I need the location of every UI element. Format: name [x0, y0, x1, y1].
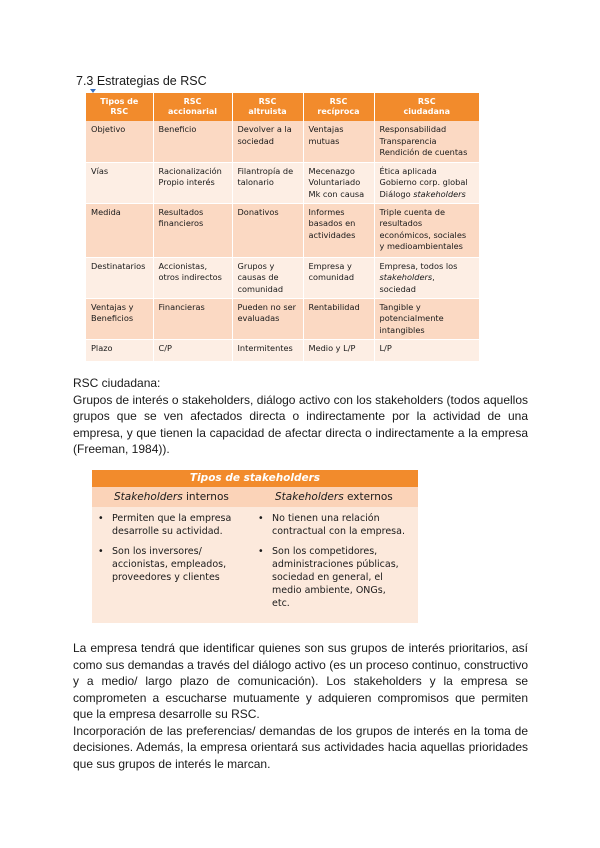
- table-cell: Filantropía de talonario: [232, 162, 303, 203]
- table-cell: Resultados financieros: [153, 203, 232, 257]
- table-row: [86, 203, 479, 257]
- table-cell: Tangible y potencialmente intangibles: [374, 298, 479, 339]
- table-cell: Mecenazgo Voluntariado Mk con causa: [303, 162, 374, 203]
- list-item: • No tienen una relación contractual con la empresa.: [256, 512, 418, 538]
- table-cell: Grupos y causas de comunidad: [232, 257, 303, 298]
- internal-stakeholders-label: Stakeholders internos: [114, 491, 229, 503]
- rsc-strategies-table: [86, 93, 479, 362]
- table-cell-rich: Ética aplicada Gobierno corp. global Diálogo stakeholders: [374, 162, 479, 203]
- table-cell: Objetivo: [86, 121, 153, 162]
- table-cell: Triple cuenta de resultados económicos, sociales y medioambientales: [374, 203, 479, 257]
- stakeholders-types-box: [92, 470, 418, 623]
- stakeholders-subheader: [92, 487, 418, 507]
- stakeholders-italic: stakeholders: [379, 272, 433, 282]
- table-cell: Vías: [86, 162, 153, 203]
- header-cell: RSC ciudadana: [374, 93, 479, 121]
- table-header-row: [86, 93, 479, 121]
- table-cell: Empresa y comunidad: [303, 257, 374, 298]
- table-cell: Devolver a la sociedad: [232, 121, 303, 162]
- internal-stakeholders-list: [96, 512, 256, 591]
- table-cell: Pueden no ser evaluadas: [232, 298, 303, 339]
- header-cell: RSC recíproca: [303, 93, 374, 121]
- table-cell: L/P: [374, 339, 479, 361]
- table-cell: Ventajas y Beneficios: [86, 298, 153, 339]
- header-cell: RSC altruista: [232, 93, 303, 121]
- table-cell: Rentabilidad: [303, 298, 374, 339]
- list-item: • Son los inversores/ accionistas, empleados, proveedores y clientes: [96, 545, 256, 584]
- stakeholders-box-title: Tipos de stakeholders: [92, 470, 418, 487]
- table-row: [86, 162, 479, 203]
- table-row: [86, 339, 479, 361]
- table-row: [86, 298, 479, 339]
- table-cell: Medio y L/P: [303, 339, 374, 361]
- table-cell: Responsabilidad Transparencia Rendición de cuentas: [374, 121, 479, 162]
- header-cell: Tipos de RSC: [86, 93, 153, 121]
- table-cell: Beneficio: [153, 121, 232, 162]
- stakeholders-italic: stakeholders: [413, 188, 466, 199]
- table-cell: Plazo: [86, 339, 153, 361]
- table-cell: Intermitentes: [232, 339, 303, 361]
- empresa-paragraph: La empresa tendrá que identificar quienes son sus grupos de interés prioritarios, así como sus demandas a través del diálogo activo (es un proceso continuo, constructivo y a medio/ largo plazo de comunicación). Los stakeholders y la empresa se comprometen a escucharse mutuamente y adquieren compromisos que permiten que la empresa desarrolle su RSC. Incorporación de las preferencias/ demandas de los grupos de interés en la toma de decisiones. Además, la empresa orientará sus actividades hacia aquellas prioridades que sus grupos de interés le marcan.: [73, 641, 528, 771]
- table-row: [86, 121, 479, 162]
- rsc-ciudadana-paragraph: RSC ciudadana: Grupos de interés o stakeholders, diálogo activo con los stakeholders (todos aquellos grupos que se ven afectados directa o indirectamente por la actividad de una empresa, y que tienen la capacidad de afectar directa o indirectamente a la empresa (Freeman, 1984)).: [73, 376, 528, 456]
- table-cell: C/P: [153, 339, 232, 361]
- table-cell: Accionistas, otros indirectos: [153, 257, 232, 298]
- list-item: • Permiten que la empresa desarrolle su actividad.: [96, 512, 256, 538]
- table-cell: Racionalización Propio interés: [153, 162, 232, 203]
- table-cell: Destinatarios: [86, 257, 153, 298]
- table-cell: Ventajas mutuas: [303, 121, 374, 162]
- external-stakeholders-label: Stakeholders externos: [275, 491, 393, 503]
- table-row: [86, 257, 479, 298]
- table-cell: Medida: [86, 203, 153, 257]
- table-cell: Financieras: [153, 298, 232, 339]
- header-cell: RSC accionarial: [153, 93, 232, 121]
- external-stakeholders-list: [256, 512, 418, 617]
- table-cell: Donativos: [232, 203, 303, 257]
- table-cell-rich: Empresa, todos los stakeholders, sociedad: [374, 257, 479, 298]
- table-cell: Informes basados en actividades: [303, 203, 374, 257]
- section-heading: 7.3 Estrategias de RSC: [76, 74, 207, 88]
- list-item: • Son los competidores, administraciones públicas, sociedad en general, el medio ambiente, ONGs, etc.: [256, 545, 418, 610]
